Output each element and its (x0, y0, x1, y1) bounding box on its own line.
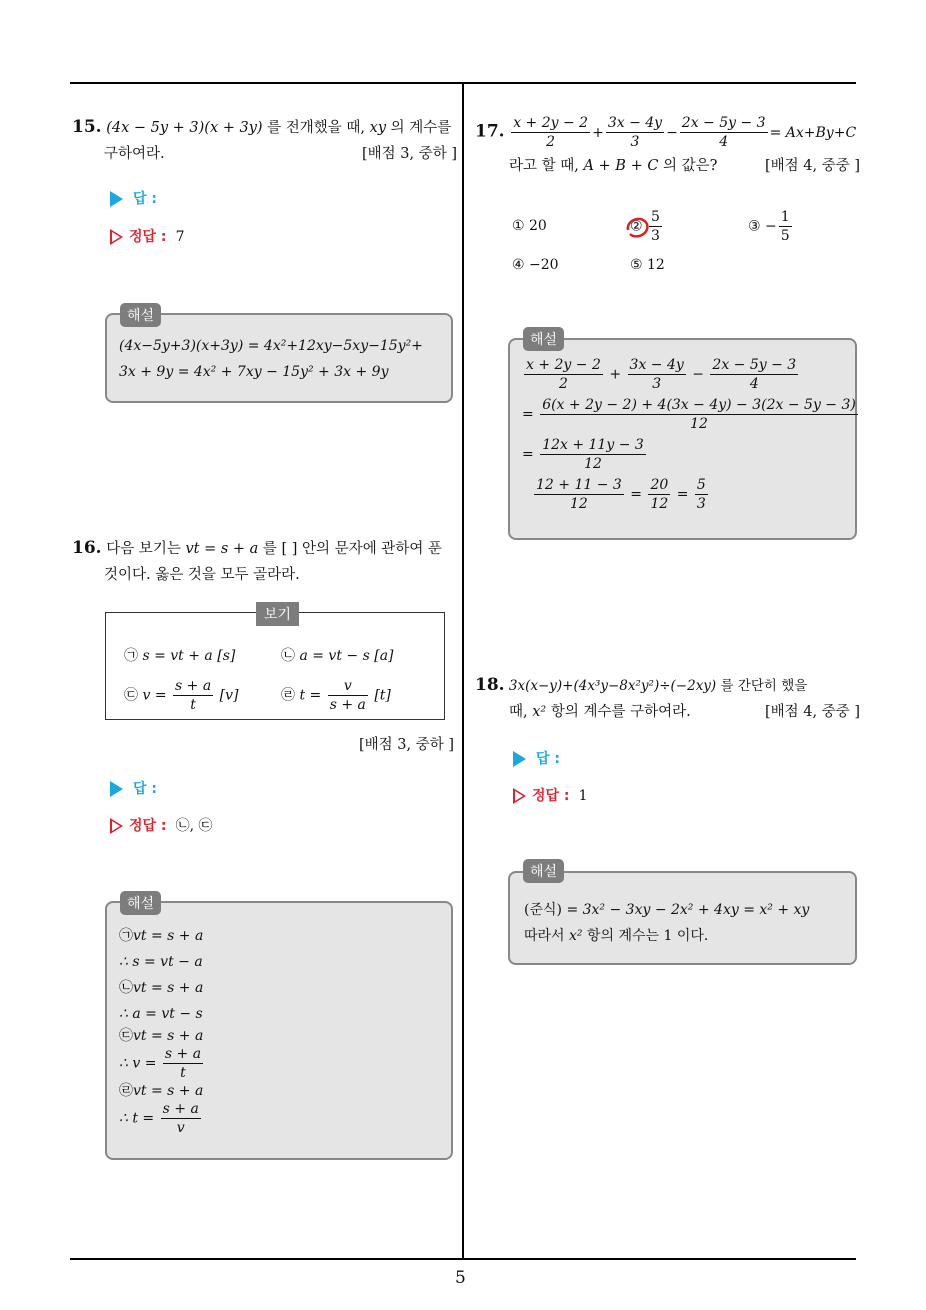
question-expression: 3x(x−y)+(4x³y−8x²y²)÷(−2xy) (508, 678, 717, 694)
answer-row-15 (110, 188, 157, 208)
question-number: 18. (475, 675, 505, 695)
correct-row-18 (513, 785, 588, 805)
explanation-box-17 (508, 338, 857, 540)
score-label: [배점 3, 중하 ] (361, 146, 457, 162)
explanation-line: = $\frac{6(x + 2y - 2) + 4(3x - 4y) - 3(2x - 5y - 3)}{12}$ (522, 397, 856, 432)
bogi-tag: 보기 (256, 602, 299, 626)
correct-label: 정답 : (129, 818, 167, 834)
question-16: 16. 다음 보기는 vt = s + a 를 [ ] 안의 문자에 관하여 푼 것이다. 옳은 것을 모두 골라라. (72, 538, 442, 583)
correct-row-16 (110, 815, 213, 835)
question-text: 다음 보기는 (106, 541, 181, 557)
explanation-line: ∴ s = vt − a (119, 954, 203, 970)
question-18: 18. 3x(x−y)+(4x³y−8x²y²)÷(−2xy) 를 간단히 했을 때, x² 항의 계수를 구하여라. [배점 4, 중중 ] (475, 672, 860, 725)
question-15: 15. (4x − 5y + 3)(x + 3y) 를 전개했을 때, xy 의 계수를 구하여라. [배점 3, 중하 ] (72, 114, 457, 167)
play-icon (513, 751, 526, 767)
question-text: 라고 할 때, (509, 158, 579, 174)
play-outline-icon (513, 788, 526, 804)
explanation-line: $\frac{12 + 11 - 3}{12}$ = $\frac{20}{12}$ = $\frac{5}{3}$ (536, 477, 706, 512)
correct-value: 7 (175, 229, 185, 245)
question-17: 17. $\frac{x + 2y - 2}{2}$ + $\frac{3x - 4y}{3}$ − $\frac{2x - 5y - 3}{4}$ = Ax+By+C 라고 할 때, A + B + C 의 값은? [배점 4, 중중 ] (475, 114, 860, 179)
choice-3[interactable]: ③ − $\frac{1}{5}$ (748, 209, 790, 244)
bottom-rule (70, 1258, 856, 1260)
explanation-line: $\frac{x + 2y - 2}{2}$ + $\frac{3x - 4y}{3}$ − $\frac{2x - 5y - 3}{4}$ (526, 357, 797, 392)
play-outline-icon (110, 818, 123, 834)
explanation-box-16 (105, 901, 453, 1160)
answer-row-16 (110, 778, 157, 798)
explanation-line: ∴ v = $\frac{s + a}{t}$ (119, 1046, 202, 1081)
play-outline-icon (110, 229, 123, 245)
question-text: 를 전개했을 때, (267, 120, 366, 136)
explanation-tag: 해설 (523, 327, 564, 351)
bogi-item: ㉠ s = vt + a [s] (124, 648, 236, 664)
question-text-line2b: 항의 계수를 구하여라. (550, 704, 691, 720)
bogi-item: ㉢ v = $\frac{s + a}{t}$ [v] (124, 678, 239, 713)
question-number: 16. (72, 538, 102, 558)
explanation-line: ㉢vt = s + a (119, 1028, 204, 1044)
play-icon (110, 191, 123, 207)
choice-1[interactable]: ① 20 (512, 218, 547, 234)
bogi-item: ㉣ t = $\frac{v}{s + a}$ [t] (281, 678, 391, 713)
correct-label: 정답 : (532, 788, 570, 804)
choice-5[interactable]: ⑤ 12 (630, 257, 665, 273)
explanation-line: (준식) = 3x² − 3xy − 2x² + 4xy = x² + xy (524, 902, 810, 918)
explanation-box-18 (508, 871, 857, 965)
bogi-item: ㉡ a = vt − s [a] (281, 648, 394, 664)
question-text: 를 간단히 했을 (720, 678, 808, 694)
correct-row-15 (110, 226, 185, 246)
question-number: 17. (475, 121, 505, 142)
explanation-line: 따라서 x² 항의 계수는 1 이다. (524, 928, 709, 944)
question-text-2: 의 값은? (663, 158, 718, 174)
question-expression: $\frac{x + 2y - 2}{2}$ + $\frac{3x - 4y}{3}$ − $\frac{2x - 5y - 3}{4}$ = Ax+By+C (513, 115, 857, 150)
score-label: [배점 4, 중중 ] (764, 158, 860, 174)
explanation-line: = $\frac{12x + 11y - 3}{12}$ (522, 437, 644, 472)
correct-label: 정답 : (129, 229, 167, 245)
answer-label: 답 : (133, 191, 157, 207)
bogi-box (105, 612, 445, 720)
correct-value: ㉡, ㉢ (175, 818, 213, 834)
play-icon (110, 781, 123, 797)
choice-2[interactable]: ② $\frac{5}{3}$ (630, 208, 664, 245)
answer-label: 답 : (133, 781, 157, 797)
explanation-line: ∴ t = $\frac{s + a}{v}$ (119, 1101, 199, 1136)
page-number: 5 (455, 1268, 466, 1288)
question-text-2: 를 [ ] 안의 문자에 관하여 푼 (262, 541, 442, 557)
explanation-line: 3x + 9y = 4x² + 7xy − 15y² + 3x + 9y (119, 364, 389, 380)
column-divider (462, 82, 464, 1260)
explanation-tag: 해설 (120, 303, 161, 327)
score-label: [배점 4, 중중 ] (764, 704, 860, 720)
explanation-line: ㉡vt = s + a (119, 980, 204, 996)
correct-value: 1 (578, 788, 588, 804)
question-text-line2: 때, (509, 704, 528, 720)
explanation-line: ㉠vt = s + a (119, 928, 204, 944)
question-text-2: 의 계수를 (390, 120, 452, 136)
explanation-line: ∴ a = vt − s (119, 1006, 203, 1022)
answer-row-18 (513, 748, 560, 768)
explanation-line: (4x−5y+3)(x+3y) = 4x²+12xy−5xy−15y²+ (119, 338, 423, 354)
choice-4[interactable]: ④ −20 (512, 257, 559, 273)
question-text-line2: 것이다. 옳은 것을 모두 골라라. (104, 567, 300, 583)
question-expression: (4x − 5y + 3)(x + 3y) (106, 120, 263, 136)
answer-label: 답 : (536, 751, 560, 767)
explanation-tag: 해설 (523, 859, 564, 883)
selection-circle-icon (622, 212, 652, 242)
question-number: 15. (72, 117, 102, 137)
score-label: [배점 3, 중하 ] (358, 737, 454, 753)
question-text-line2: 구하여라. (104, 146, 165, 162)
explanation-line: ㉣vt = s + a (119, 1083, 204, 1099)
explanation-tag: 해설 (120, 891, 161, 915)
